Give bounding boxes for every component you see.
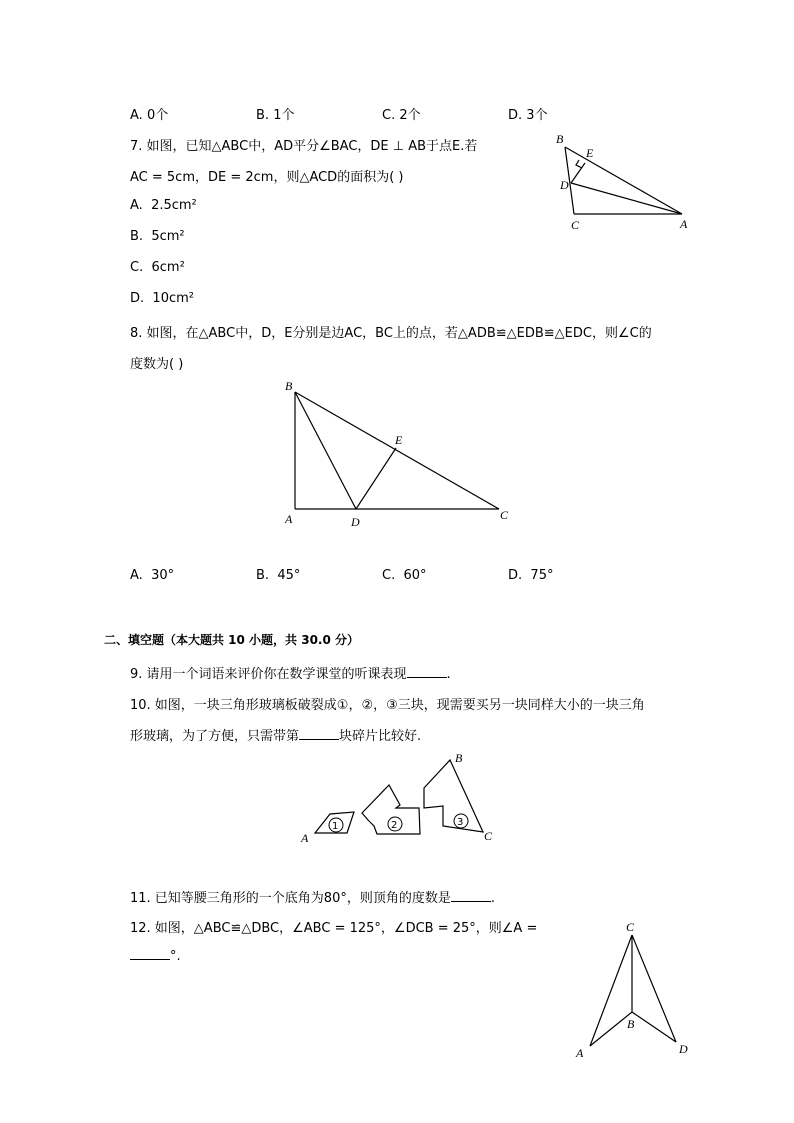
q6-option-a: A. 0个 — [130, 108, 169, 123]
q7-option-d: D. 10cm² — [130, 291, 194, 306]
q7-stem-line2: AC = 5cm，DE = 2cm，则△ACD的面积为( ) — [130, 170, 404, 185]
svg-text:3: 3 — [457, 817, 464, 828]
q12-side-cd — [632, 935, 676, 1042]
q9-stem: 9. 请用一个词语来评价你在数学课堂的听课表现 . — [130, 667, 451, 682]
q8-label-a: A — [285, 512, 293, 526]
q12-stem-line2: °. — [130, 948, 181, 964]
q6-option-c: C. 2个 — [382, 108, 421, 123]
q8-stem-line1: 8. 如图，在△ABC中，D，E分别是边AC，BC上的点，若△ADB≌△EDB≌△EDC，则∠C的 — [130, 326, 652, 341]
q6-option-b: B. 1个 — [256, 108, 295, 123]
q8-label-d: D — [351, 515, 360, 529]
q10-label-b: B — [455, 751, 463, 765]
q8-option-b: B. 45° — [256, 568, 301, 583]
q12-stem-line1: 12. 如图，△ABC≌△DBC，∠ABC = 125°，∠DCB = 25°，则∠A = — [130, 921, 538, 936]
q7-label-e: E — [586, 146, 594, 160]
svg-text:1: 1 — [332, 821, 339, 832]
q7-stem-line1: 7. 如图，已知△ABC中，AD平分∠BAC，DE ⊥ AB于点E.若 — [130, 139, 478, 154]
q12-label-d: D — [679, 1042, 688, 1056]
q7-label-a: A — [680, 217, 688, 231]
q8-option-a: A. 30° — [130, 568, 175, 583]
q6-option-d: D. 3个 — [508, 108, 548, 123]
q8-label-b: B — [285, 379, 293, 393]
q10-label-c: C — [484, 829, 493, 843]
q8-label-e: E — [395, 433, 403, 447]
q8-stem-line2: 度数为( ) — [130, 357, 184, 372]
svg-text:2: 2 — [391, 820, 398, 831]
q12-label-b: B — [627, 1017, 635, 1031]
q7-label-b: B — [556, 132, 564, 146]
q12-label-c: C — [626, 920, 635, 934]
q10-stem-line2: 形玻璃，为了方便，只需带第 块碎片比较好. — [130, 729, 422, 744]
q7-option-a: A. 2.5cm² — [130, 198, 197, 213]
q7-option-b: B. 5cm² — [130, 229, 185, 244]
q11-stem: 11. 已知等腰三角形的一个底角为80°，则顶角的度数是 . — [130, 891, 495, 906]
q7-label-d: D — [560, 178, 569, 192]
q10-stem-line1: 10. 如图，一块三角形玻璃板破裂成①，②，③三块，现需要买另一块同样大小的一块三角 — [130, 698, 645, 713]
q8-option-d: D. 75° — [508, 568, 554, 583]
q7-option-c: C. 6cm² — [130, 260, 185, 275]
q12-label-a: A — [576, 1046, 584, 1060]
q10-label-a: A — [301, 831, 309, 845]
q8-option-c: C. 60° — [382, 568, 427, 583]
section-fill-in-blank-title: 二、填空题（本大题共 10 小题，共 30.0 分） — [104, 633, 360, 647]
q8-label-c: C — [500, 508, 509, 522]
q7-label-c: C — [571, 218, 580, 232]
